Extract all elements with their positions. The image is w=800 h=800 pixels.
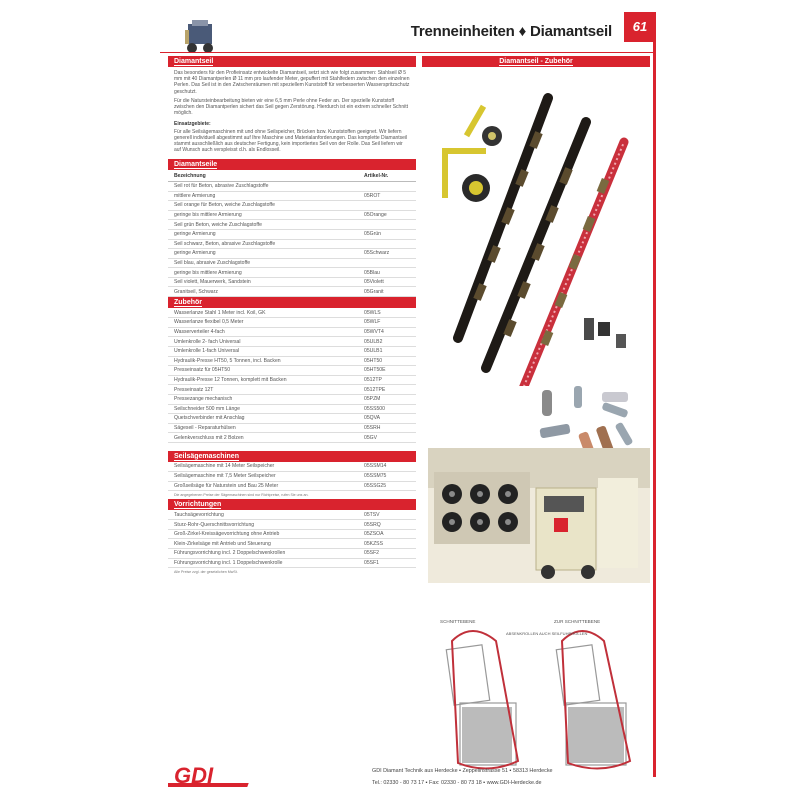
table-row <box>168 385 416 395</box>
item-description: Gelenkverschluss mit 2 Bolzen <box>168 433 358 443</box>
table-row <box>168 210 416 220</box>
vat-note: Alle Preise zzgl. der gesetzlichen MwSt. <box>174 570 238 575</box>
article-number <box>358 220 416 230</box>
item-description: Seilschneider 500 mm Länge <box>168 404 358 414</box>
table-row <box>168 268 416 278</box>
item-description: Groß-Zirkel-Kreissägevorrichtung ohne Antrieb <box>168 529 358 539</box>
diamond-rope-photo <box>428 78 650 398</box>
table-row <box>168 471 416 481</box>
item-description: Hydraulik-Presse HT50, 5 Tonnen, incl. Backen <box>168 356 358 366</box>
table-row <box>168 520 416 530</box>
uses-heading: Einsatzgebiete: <box>174 121 211 128</box>
item-description: Umlenkrolle 2- fach Universal <box>168 337 358 347</box>
article-number: 0512TP <box>358 375 416 385</box>
natural-stone-paragraph: Für die Natursteinbearbeitung bieten wir eine 6,5 mm Perle ohne Feder an. Der spezielle Kunststoff zwischen den Diamantperlen sichert das Seil gegen Zerstörung. Hierdurch ist ein extrem schneller Schnitt möglich. <box>174 97 409 117</box>
article-number: 05SF1 <box>358 558 416 568</box>
table-row <box>168 191 416 201</box>
machine-thumbnail-icon <box>182 16 218 56</box>
page-number: 61 <box>624 12 656 42</box>
table-row <box>168 346 416 356</box>
item-description: Seilsägemaschine mit 14 Meter Seilspeicher <box>168 462 358 472</box>
item-description: geringe bis mittlere Armierung <box>168 210 358 220</box>
column-header-article: Artikel-Nr. <box>358 170 416 181</box>
table-row <box>168 462 416 472</box>
table-row <box>168 414 416 424</box>
item-description: Seil orange für Beton, weiche Zuschlagstoffe <box>168 201 358 211</box>
table-row <box>168 287 416 297</box>
item-description: Presseinsatz für 05HT50 <box>168 366 358 376</box>
item-description: Seil schwarz, Beton, abrasive Zuschlagstoffe <box>168 239 358 249</box>
table-row <box>168 318 416 328</box>
table-row <box>168 423 416 433</box>
article-number: 05Blau <box>358 268 416 278</box>
table-row <box>168 277 416 287</box>
article-number: 05SSM75 <box>358 471 416 481</box>
article-number: 05HT50E <box>358 366 416 376</box>
section-heading-zubehoer-right: Diamantseil - Zubehör <box>422 56 650 67</box>
item-description: Pressezange mechanisch <box>168 394 358 404</box>
article-number <box>358 201 416 211</box>
article-number: 05TSV <box>358 510 416 520</box>
section-heading-zubehoer: Zubehör <box>168 297 416 308</box>
article-number: 05GV <box>358 433 416 443</box>
item-description: mittlere Armierung <box>168 191 358 201</box>
item-description: Sturz-Rohr-Querschnittsvorrichtung <box>168 520 358 530</box>
article-number: 05Violett <box>358 277 416 287</box>
article-number: 05ULB2 <box>358 337 416 347</box>
item-description: Wasserlanze Stahl 1 Meter incl. Koil, GK <box>168 308 358 318</box>
footer-line-contact: Tel.: 02330 - 80 73 17 ▪ Fax: 02330 - 80 73 18 ▪ www.GDI-Herdecke.de <box>372 780 542 786</box>
article-number: 05QVA <box>358 414 416 424</box>
footer-line-address: GDI Diamant Technik aus Herdecke ▪ Zeppelinstrasse 51 ▪ 58313 Herdecke <box>372 768 553 774</box>
article-number: 05WLF <box>358 318 416 328</box>
article-number: 05KZSS <box>358 539 416 549</box>
table-row <box>168 394 416 404</box>
article-number: 05Schwarz <box>358 249 416 259</box>
vorrichtungen-table <box>168 510 416 568</box>
table-row <box>168 549 416 559</box>
page-title: Trenneinheiten ♦ Diamantseil <box>410 23 612 40</box>
item-description: Klein-Zirkelsäge mit Antrieb und Steuerung <box>168 539 358 549</box>
article-number: 0512TPE <box>358 385 416 395</box>
page-header <box>160 12 656 60</box>
diagram-label-right: ZUR SCHNITTEBENE <box>554 619 601 624</box>
article-number: 05WVT4 <box>358 327 416 337</box>
table-row <box>168 539 416 549</box>
article-number: 05ZSOA <box>358 529 416 539</box>
logo-text: GDI <box>174 763 214 788</box>
table-row <box>168 529 416 539</box>
table-row <box>168 220 416 230</box>
item-description: geringe Armierung <box>168 249 358 259</box>
item-description: Wasserlanze flexibel 0,5 Meter <box>168 318 358 328</box>
article-number: 05ROT <box>358 191 416 201</box>
intro-paragraph: Das besonders für den Profieinsatz entwickelte Diamantseil, setzt sich wie folgt zusammen: Stahlseil Ø 5 mm mit 40 Diamantperlen Ø 11 mm pro laufender Meter, gepuffert mit Stahlfedern zwischen den einzelnen Perlen. Das Seil ist in den Zwischenräumen mit speziellem Kunststoff für verbesserten Wasserspritzschutz geschutzt. <box>174 70 410 95</box>
table-row <box>168 239 416 249</box>
article-number: 05WLS <box>358 308 416 318</box>
table-row <box>168 308 416 318</box>
right-column <box>422 56 650 636</box>
cutting-diagram <box>432 611 652 781</box>
section-heading-seilsaegemaschinen: Seilsägemaschinen <box>168 451 416 462</box>
table-row <box>168 249 416 259</box>
catalog-page <box>160 12 656 787</box>
header-rule <box>160 52 656 53</box>
article-number: 05ULB1 <box>358 346 416 356</box>
article-number: 05SF2 <box>358 549 416 559</box>
diamantseile-table <box>168 170 416 297</box>
machines-note: Die angegebenen Preise der Sägemaschinen sind nur Richtpreise, rufen Sie uns an. <box>174 493 309 498</box>
article-number <box>358 181 416 191</box>
side-accent-bar <box>653 42 656 777</box>
item-description: geringe bis mittlere Armierung <box>168 268 358 278</box>
table-row <box>168 433 416 443</box>
item-description: Tauchsägevorrichtung <box>168 510 358 520</box>
zubehoer-table <box>168 308 416 443</box>
maschinen-table <box>168 462 416 491</box>
wire-saw-machine-photo <box>428 448 650 583</box>
uses-paragraph: Für alle Seilsägemaschinen mit und ohne Seilspeicher, Brücken bzw. Kunststoffen geeignet. Wir liefern generell individuell abgestimmt auf Ihre Maschine und Materialanforderungen. Das komplette Diamantseil stammt ausschließlich aus deutscher Fertigung, kein importiertes Seil von der Rolle. Das Seil liefern wir auf Wunsch auch verspleisst d.h. als Endlosseil. <box>174 128 408 154</box>
item-description: Führungsvorrichtung incl. 1 Doppelschwenkrolle <box>168 558 358 568</box>
item-description: Seil violett, Mauerwerk, Sandstein <box>168 277 358 287</box>
article-number: 05SS500 <box>358 404 416 414</box>
item-description: Presseinsatz 12T <box>168 385 358 395</box>
item-description: Großseilsäge für Naturstein und Bau 25 Meter <box>168 481 358 491</box>
table-row <box>168 510 416 520</box>
table-row <box>168 375 416 385</box>
article-number <box>358 239 416 249</box>
table-row <box>168 258 416 268</box>
article-number: 05SSG25 <box>358 481 416 491</box>
table-row <box>168 337 416 347</box>
footer-address <box>372 765 553 789</box>
item-description: Granitseil, Schwarz <box>168 287 358 297</box>
gdi-logo <box>168 763 258 791</box>
article-number <box>358 258 416 268</box>
item-description: Umlenkrolle 1-fach Universal <box>168 346 358 356</box>
item-description: Seil grün Beton, weiche Zuschlagstoffe <box>168 220 358 230</box>
item-description: Quetschverbinder mit Anschlag <box>168 414 358 424</box>
item-description: Sägeseil - Reparaturhülsen <box>168 423 358 433</box>
article-number: 05Grün <box>358 229 416 239</box>
left-column <box>168 56 416 576</box>
table-row <box>168 356 416 366</box>
page-footer <box>160 757 656 787</box>
article-number: 05PZM <box>358 394 416 404</box>
table-row <box>168 404 416 414</box>
table-row <box>168 558 416 568</box>
table-row <box>168 327 416 337</box>
article-number: 05Granit <box>358 287 416 297</box>
article-number: 05HT50 <box>358 356 416 366</box>
item-description: Seilsägemaschine mit 7,5 Meter Seilspeicher <box>168 471 358 481</box>
item-description: Seil blau, abrasive Zuschlagstoffe <box>168 258 358 268</box>
item-description: Seil rot für Beton, abrasive Zuschlagstoffe <box>168 181 358 191</box>
article-number: 05SRH <box>358 423 416 433</box>
item-description: Führungsvorrichtung incl. 2 Doppelschwenkrollen <box>168 549 358 559</box>
article-number: 05SRQ <box>358 520 416 530</box>
table-row <box>168 181 416 191</box>
column-header-description: Bezeichnung <box>168 170 358 181</box>
article-number: 05Orange <box>358 210 416 220</box>
article-number: 05SSM14 <box>358 462 416 472</box>
item-description: geringe Armierung <box>168 229 358 239</box>
section-heading-vorrichtungen: Vorrichtungen <box>168 499 416 510</box>
table-row <box>168 229 416 239</box>
section-heading-diamantseil: Diamantseil <box>168 56 416 67</box>
diagram-label-left: SCHNITTEBENE <box>440 619 476 624</box>
diagram-note: ABSENKROLLEN AUCH SEILFUHRROLLEN <box>506 631 588 636</box>
item-description: Wasserverteiler 4-fach <box>168 327 358 337</box>
table-row <box>168 201 416 211</box>
table-row <box>168 366 416 376</box>
table-row <box>168 481 416 491</box>
table-header-row <box>168 170 416 181</box>
section-heading-diamantseile: Diamantseile <box>168 159 416 170</box>
item-description: Hydraulik-Presse 12 Tonnen, komplett mit Backen <box>168 375 358 385</box>
